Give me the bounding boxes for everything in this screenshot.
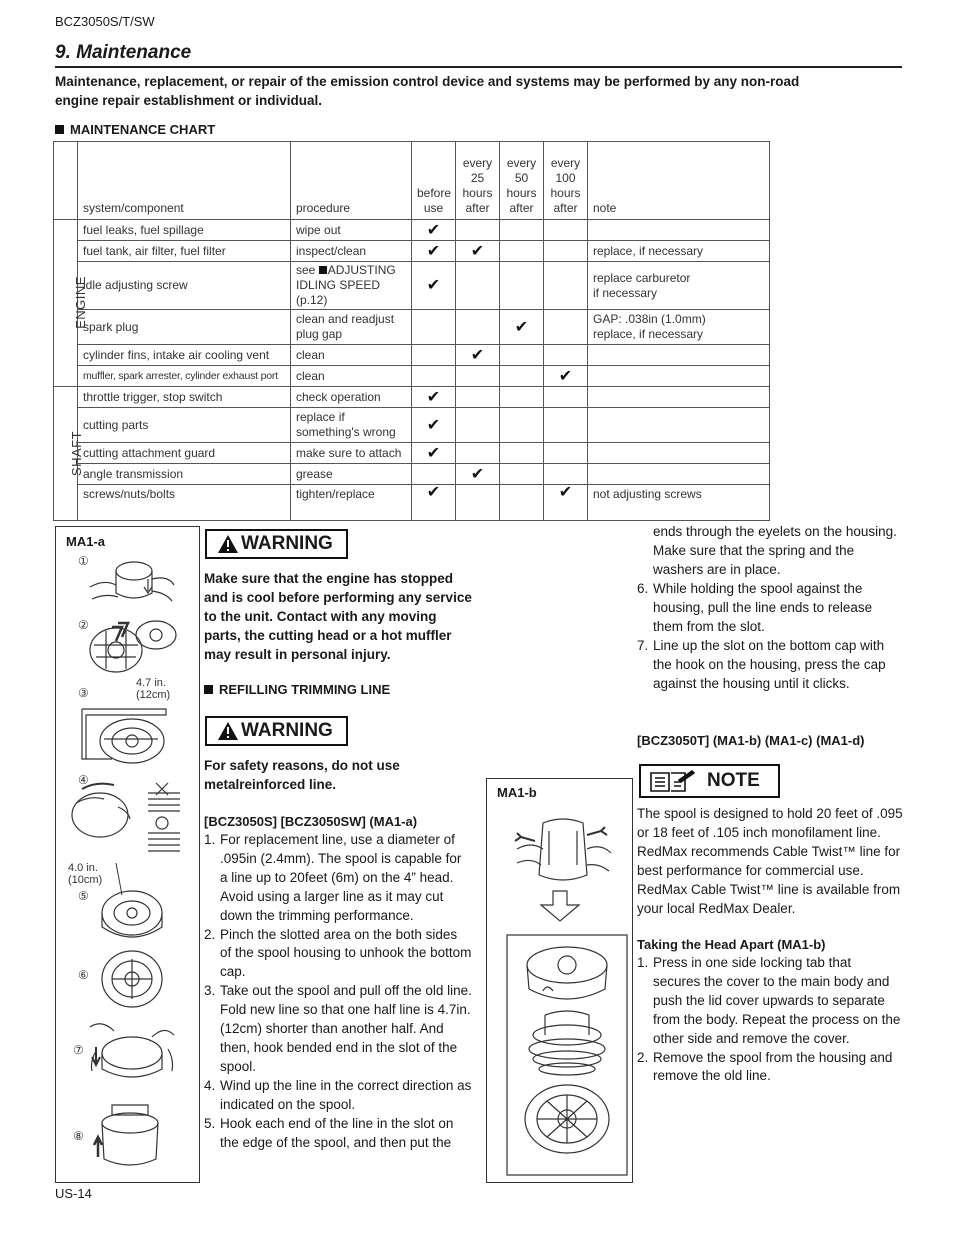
figure-ma1-b [486,778,633,1183]
cell-system: fuel leaks, fuel spillage [78,220,291,241]
bcz3050s-heading: [BCZ3050S] [BCZ3050SW] (MA1-a) [204,814,418,829]
note-book-icon [649,770,695,794]
table-row [54,345,770,366]
warning-text: Make sure that the engine has stopped and is cool before performing any service to the unit. Contact with any moving parts, the cutting head or a hot muffler may result in personal injury. [204,571,472,662]
cell-system: idle adjusting screw [78,262,291,310]
table-row [54,485,770,521]
cell-note [588,220,770,241]
header-system: system/component [78,142,291,220]
cell-note [588,387,770,408]
warning-text: For safety reasons, do not use metalreinforced line. [204,758,400,792]
refill-steps-list-continued [637,580,902,693]
page-number: US-14 [55,1186,92,1201]
note-text: The spool is designed to hold 20 feet of .095 or 18 feet of .105 inch monofilament line. RedMax recommends Cable Twist™ line for best performance for commercial use. RedMax Cable Twist™ line is available from your local RedMax Dealer. [637,806,903,916]
square-bullet-icon [55,125,64,134]
cell-procedure: clean [291,345,412,366]
cell-system: cutting attachment guard [78,443,291,464]
cell-system: screws/nuts/bolts [78,485,291,521]
cell-procedure: clean and readjust plug gap [291,310,412,345]
step-marker: ⑧ [73,1129,84,1143]
cell-system: cylinder fins, intake air cooling vent [78,345,291,366]
list-item: 7. Line up the slot on the bottom cap with the hook on the housing, press the cap against the housing until it clicks. [637,637,886,691]
check-mark-icon: ✔ [544,366,588,387]
header-before-use: before use [412,142,456,220]
dimension-label: 4.0 in. (10cm) [68,862,103,886]
list-item: 1. For replacement line, use a diameter of .095in (2.4mm). The spool is capable for a line up to 20feet (6m) on the 4” head. Avoid using a larger line as it may cut down the trimming performance. [204,832,462,923]
header-every-25: every 25 hours after [456,142,500,220]
figure-label: MA1-b [497,785,537,800]
list-item: 2. Pinch the slotted area on the both sides of the spool housing to unhook the bottom cap. [204,926,472,980]
check-mark-icon: ✔ [412,241,456,262]
check-mark-icon: ✔ [412,443,456,464]
header-every-100: every 100 hours after [544,142,588,220]
header-every-50: every 50 hours after [500,142,544,220]
warning-triangle-icon [217,534,239,554]
check-mark-icon: ✔ [412,262,456,310]
cell-note: not adjusting screws [588,485,770,521]
table-row [54,220,770,241]
cell-note [588,443,770,464]
cell-procedure: check operation [291,387,412,408]
head-apart-heading: Taking the Head Apart (MA1-b) [637,937,826,952]
list-item: 6. While holding the spool against the housing, pull the line ends to release them from the slot. [637,581,873,634]
list-item: 4. Wind up the line in the correct direction as indicated on the spool. [204,1077,472,1112]
cell-procedure: replace if something's wrong [291,408,412,443]
step-marker: ② [78,618,89,632]
maintenance-chart-heading: MAINTENANCE CHART [55,122,215,137]
check-mark-icon: ✔ [412,220,456,241]
table-row [54,464,770,485]
cell-procedure: see ADJUSTING IDLING SPEED (p.12) [291,262,412,310]
model-number: BCZ3050S/T/SW [55,14,155,29]
cell-note: GAP: .038in (1.0mm) replace, if necessary [588,310,770,345]
cell-system: angle transmission [78,464,291,485]
table-row [54,310,770,345]
refill-heading: REFILLING TRIMMING LINE [204,682,390,697]
cell-procedure: clean [291,366,412,387]
cell-note: replace carburetor if necessary [588,262,770,310]
cell-system: spark plug [78,310,291,345]
group-header-cell [54,142,78,220]
check-mark-icon: ✔ [456,345,500,366]
cell-system: cutting parts [78,408,291,443]
warning-banner: WARNING [205,529,348,559]
cell-procedure: tighten/replace [291,485,412,521]
note-banner: NOTE [639,764,780,798]
check-mark-icon: ✔ [500,310,544,345]
cell-note: replace, if necessary [588,241,770,262]
cell-note [588,345,770,366]
check-mark-icon: ✔ [412,387,456,408]
cell-system: muffler, spark arrester, cylinder exhaust port [78,366,291,387]
head-disassembly-illustration [487,779,632,1182]
table-row [54,262,770,310]
list-item: 3. Take out the spool and pull off the old line. Fold new line so that one half line is 4.7in.(12cm) shorter than another half. And then, hook bended end in the slot of the spool. [204,983,472,1074]
check-mark-icon: ✔ [412,408,456,443]
check-mark-icon: ✔ [544,485,588,521]
step-marker: ⑤ [78,889,89,903]
cell-procedure: inspect/clean [291,241,412,262]
figure-ma1-a [55,526,200,1183]
cell-system: fuel tank, air filter, fuel filter [78,241,291,262]
figure-label: MA1-a [66,534,106,549]
warning-banner: WARNING [205,716,348,746]
list-item: 2. Remove the spool from the housing and remove the old line. [637,1049,893,1084]
bcz3050t-heading: [BCZ3050T] (MA1-b) (MA1-c) (MA1-d) [637,733,865,748]
square-bullet-icon [204,685,213,694]
section-divider [55,66,902,68]
maintenance-chart [53,141,770,521]
head-apart-steps-list [637,954,902,1086]
step-marker: ⑦ [73,1043,84,1057]
cell-note [588,366,770,387]
list-item: 1. Press in one side locking tab that secures the cover to the main body and push the lid cover upwards to separate from the body. Repeat the process on the other side and remove the cover. [637,955,901,1046]
warning-triangle-icon [217,721,239,741]
engine-group-label: ENGINE [54,220,78,387]
check-mark-icon: ✔ [456,464,500,485]
intro-paragraph: Maintenance, replacement, or repair of the emission control device and systems may be performed by any non-road engine repair establishment or individual. [55,74,800,108]
table-row [54,366,770,387]
cell-system: throttle trigger, stop switch [78,387,291,408]
shaft-group-label: SHAFT [54,387,78,521]
step-marker: ① [78,554,89,568]
check-mark-icon: ✔ [456,241,500,262]
chart-header-row [54,142,770,220]
step-5-continuation [637,523,902,580]
check-mark-icon: ✔ [412,485,456,521]
cell-note [588,408,770,443]
table-row [54,241,770,262]
cell-procedure: wipe out [291,220,412,241]
cell-note [588,464,770,485]
cell-procedure: make sure to attach [291,443,412,464]
list-item: ends through the eyelets on the housing. Make sure that the spring and the washers are in place. [653,524,897,577]
table-row [54,408,770,443]
square-bullet-icon [319,266,327,274]
header-note: note [588,142,770,220]
step-marker: ④ [78,773,89,787]
table-row [54,443,770,464]
dimension-label: 4.7 in. (12cm) [136,677,171,701]
refill-steps-list [204,831,472,1152]
cell-procedure: grease [291,464,412,485]
list-item: 5. Hook each end of the line in the slot on the edge of the spool, and then put the [204,1115,454,1150]
step-marker: ③ [78,686,89,700]
step-marker: ⑥ [78,968,89,982]
header-procedure: procedure [291,142,412,220]
section-title: 9. Maintenance [55,42,192,63]
table-row [54,387,770,408]
